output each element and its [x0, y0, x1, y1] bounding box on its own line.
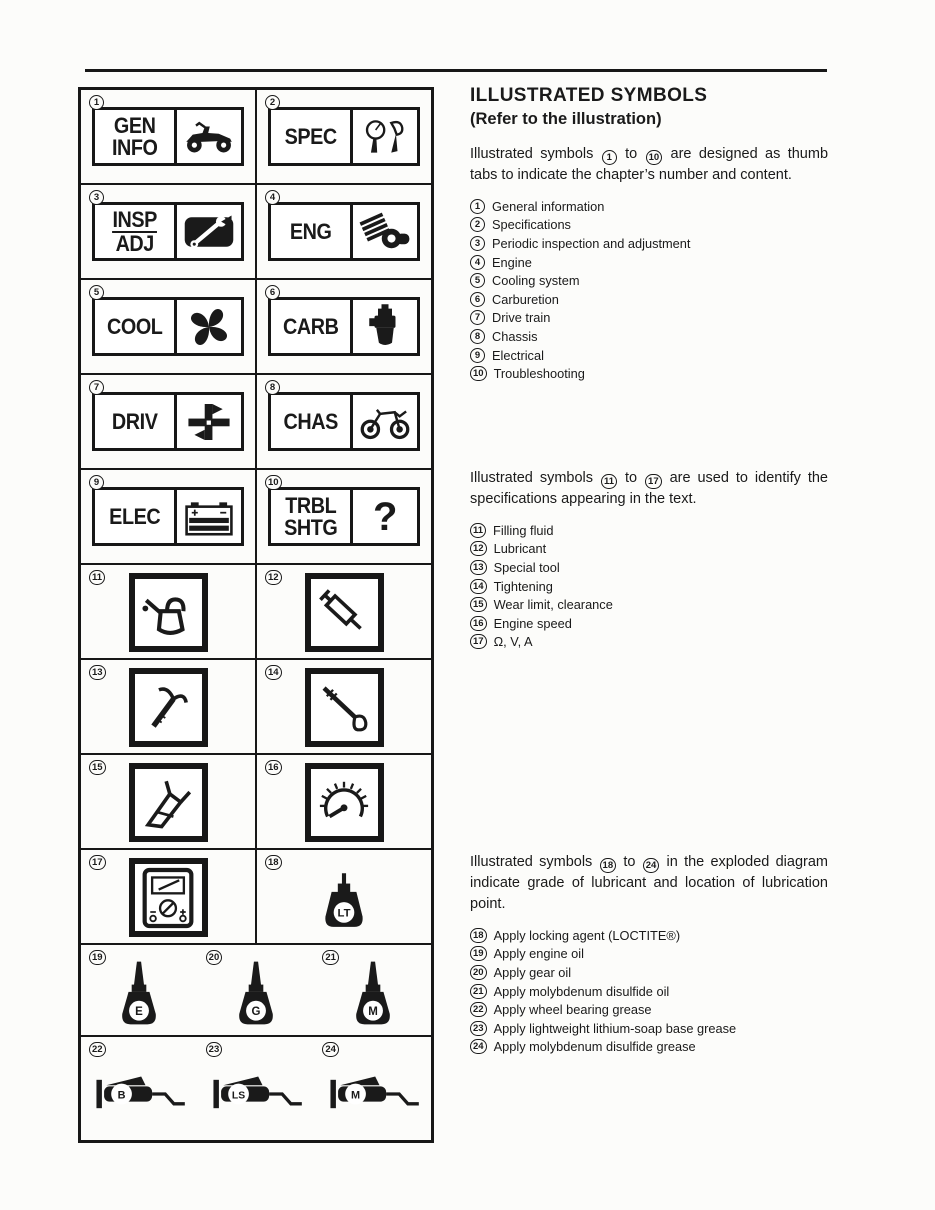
oil-can-icon	[129, 573, 208, 652]
circled-number: 8	[265, 380, 280, 395]
table-cell-engine-speed	[256, 754, 432, 849]
circled-number: 16	[265, 760, 282, 775]
tab-label: INSP ADJ	[112, 207, 157, 256]
legend-item: 2 Specifications	[470, 216, 828, 235]
multimeter-icon	[129, 858, 208, 937]
circled-number: 11	[89, 570, 105, 585]
svg-text:LT: LT	[337, 907, 351, 920]
table-cell-lubricant	[256, 564, 432, 659]
gear-oil-bottle-icon	[233, 959, 279, 1029]
legend-item: 18 Apply locking agent (LOCTITE®)	[470, 926, 828, 945]
measuring-tools-icon	[350, 110, 417, 163]
legend-item: 16 Engine speed	[470, 614, 828, 633]
legend-item: 9 Electrical	[470, 346, 828, 365]
battery-icon	[174, 490, 241, 543]
grease-gun-lithium	[198, 1037, 315, 1140]
lithium-grease-gun-icon	[208, 1071, 304, 1117]
legend-item: 20 Apply gear oil	[470, 963, 828, 982]
table-cell-meter	[80, 849, 256, 944]
circled-number: 13	[89, 665, 106, 680]
chapter-tab-gen-info	[92, 107, 244, 166]
chapter-legend-list	[470, 197, 828, 383]
table-cell-wear-limit	[80, 754, 256, 849]
circled-number: 24	[643, 858, 660, 873]
circled-number: 10	[265, 475, 282, 490]
calipers-icon	[129, 763, 208, 842]
legend-item: 24 Apply molybdenum disulfide grease	[470, 1038, 828, 1057]
chapter-tab-insp-adj	[92, 202, 244, 261]
engine-icon	[350, 205, 417, 258]
legend-item: 15 Wear limit, clearance	[470, 595, 828, 614]
svg-text:LS: LS	[231, 1089, 246, 1101]
legend-item: 22 Apply wheel bearing grease	[470, 1000, 828, 1019]
tab-label: CHAS	[283, 408, 338, 434]
circled-number: 11	[601, 474, 617, 489]
legend-item: 6 Carburetion	[470, 290, 828, 309]
table-cell-gen-info	[80, 89, 256, 184]
chapter-tab-cool	[92, 297, 244, 356]
svg-text:B: B	[117, 1088, 126, 1101]
tab-label: COOL	[106, 313, 163, 339]
symbol-table	[78, 87, 434, 1143]
table-cell-carb	[256, 279, 432, 374]
moly-oil-bottle-icon	[350, 959, 396, 1029]
svg-text:G: G	[251, 1005, 261, 1018]
legend-item: 8 Chassis	[470, 327, 828, 346]
circled-number: 2	[265, 95, 280, 110]
torque-wrench-icon	[305, 668, 384, 747]
chapter-tab-elec	[92, 487, 244, 546]
tab-label: SPEC	[284, 123, 337, 149]
atv-icon	[174, 110, 241, 163]
circled-number: 17	[645, 474, 662, 489]
tab-label: ENG	[289, 218, 332, 244]
tab-label: TRBL SHTG	[284, 493, 338, 540]
circled-number: 18	[600, 858, 617, 873]
tab-label: GEN INFO	[111, 113, 158, 160]
legend-item: 14 Tightening	[470, 577, 828, 596]
circled-number: 5	[89, 285, 104, 300]
legend-item: 13 Special tool	[470, 558, 828, 577]
svg-text:M: M	[350, 1088, 360, 1101]
oil-bottle-engine	[81, 945, 198, 1035]
lubricant-legend-list	[470, 926, 828, 1056]
svg-text:M: M	[367, 1005, 378, 1018]
circled-number: 4	[265, 190, 280, 205]
circled-number: 15	[89, 760, 106, 775]
spec-legend-list	[470, 521, 828, 651]
chapter-tab-eng	[268, 202, 420, 261]
oil-bottle-gear	[198, 945, 315, 1035]
special-tool-icon	[129, 668, 208, 747]
circled-number: 1	[602, 150, 617, 165]
table-cell-filling-fluid	[80, 564, 256, 659]
fan-icon	[174, 300, 241, 353]
table-cell-elec	[80, 469, 256, 564]
table-cell-chas	[256, 374, 432, 469]
table-row-grease-guns	[80, 1036, 432, 1141]
carburetor-icon	[350, 300, 417, 353]
chapter-tab-spec	[268, 107, 420, 166]
wrench-icon	[174, 205, 241, 258]
table-cell-cool	[80, 279, 256, 374]
moly-grease-gun-icon	[325, 1071, 421, 1117]
circled-number: 3	[89, 190, 104, 205]
circled-number: 23	[206, 1042, 223, 1057]
legend-item: 21 Apply molybdenum disulfide oil	[470, 982, 828, 1001]
table-row-oil-bottles	[80, 944, 432, 1036]
loctite-bottle-icon	[317, 865, 371, 931]
legend-item: 17 Ω, V, A	[470, 633, 828, 652]
circled-number: 20	[206, 950, 223, 965]
circled-number: 7	[89, 380, 104, 395]
section3-intro: Illustrated symbols 18 to 24 in the exploded diagram indicate grade of lubricant and location of lubrication point.	[470, 854, 828, 912]
chapter-tab-trbl-shtg	[268, 487, 420, 546]
circled-number: 6	[265, 285, 280, 300]
table-cell-eng	[256, 184, 432, 279]
oil-bottle-moly	[314, 945, 431, 1035]
legend-item: 19 Apply engine oil	[470, 945, 828, 964]
circled-number: 19	[89, 950, 106, 965]
grease-gun-bearing	[81, 1037, 198, 1140]
circled-number: 21	[322, 950, 339, 965]
bearing-grease-gun-icon	[91, 1071, 187, 1117]
page-subtitle: (Refer to the illustration)	[470, 110, 662, 128]
question-mark-icon: ?	[350, 490, 417, 543]
circled-number: 1	[89, 95, 104, 110]
table-cell-tightening	[256, 659, 432, 754]
circled-number: 12	[265, 570, 282, 585]
section-spec-symbols	[470, 468, 828, 651]
table-cell-trbl-shtg	[256, 469, 432, 564]
grease-gun-moly	[314, 1037, 431, 1140]
legend-item: 12 Lubricant	[470, 540, 828, 559]
circled-number: 17	[89, 855, 106, 870]
grease-gun-icon	[305, 573, 384, 652]
tab-label: DRIV	[111, 408, 158, 434]
chassis-icon	[350, 395, 417, 448]
chapter-tab-driv	[92, 392, 244, 451]
table-cell-locking-agent	[256, 849, 432, 944]
table-cell-insp-adj	[80, 184, 256, 279]
section-chapter-tabs	[470, 85, 828, 383]
legend-item: 4 Engine	[470, 253, 828, 272]
circled-number: 14	[265, 665, 282, 680]
legend-item: 5 Cooling system	[470, 271, 828, 290]
legend-item: 3 Periodic inspection and adjustment	[470, 234, 828, 253]
tab-label: CARB	[282, 313, 339, 339]
svg-text:E: E	[135, 1005, 144, 1018]
circled-number: 9	[89, 475, 104, 490]
circled-number: 24	[322, 1042, 339, 1057]
legend-item: 23 Apply lightweight lithium-soap base grease	[470, 1019, 828, 1038]
drive-shaft-icon	[174, 395, 241, 448]
tab-label: ELEC	[109, 503, 161, 529]
chapter-tab-chas	[268, 392, 420, 451]
top-rule	[85, 69, 827, 72]
circled-number: 22	[89, 1042, 106, 1057]
legend-item: 7 Drive train	[470, 309, 828, 328]
legend-item: 10 Troubleshooting	[470, 364, 828, 383]
section1-intro: Illustrated symbols 1 to 10 are designed as thumb tabs to indicate the chapter’s number and content.	[470, 146, 829, 183]
circled-number: 10	[646, 150, 663, 165]
engine-oil-bottle-icon	[116, 959, 162, 1029]
page-title: ILLUSTRATED SYMBOLS	[470, 85, 708, 106]
circled-number: 18	[265, 855, 282, 870]
legend-item: 1 General information	[470, 197, 828, 216]
section-lubricant-symbols	[470, 852, 828, 1056]
legend-item: 11 Filling fluid	[470, 521, 828, 540]
table-cell-driv	[80, 374, 256, 469]
section2-intro: Illustrated symbols 11 to 17 are used to identify the specifications appearing in the text.	[470, 470, 828, 507]
table-cell-special-tool	[80, 659, 256, 754]
tachometer-icon	[305, 763, 384, 842]
table-cell-spec	[256, 89, 432, 184]
chapter-tab-carb	[268, 297, 420, 356]
